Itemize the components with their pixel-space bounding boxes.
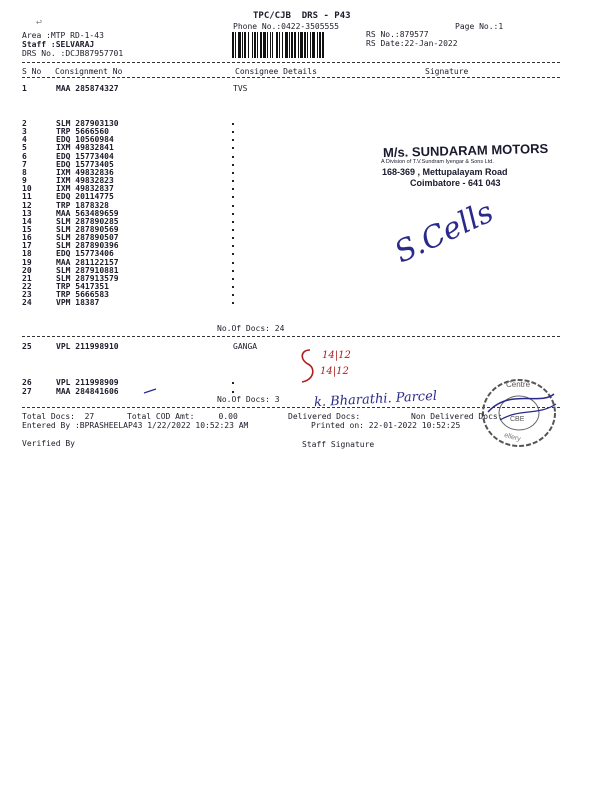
- row-consignment: SLM 287903130: [56, 119, 119, 128]
- phone-number: Phone No.:0422-3505555: [233, 22, 339, 31]
- delivered-docs: Delivered Docs:: [288, 412, 361, 421]
- entered-by: Entered By :BPRASHEELAP43 1/22/2022 10:52:23 AM: [22, 421, 249, 430]
- row-consignment: EDQ 15773406: [56, 249, 114, 259]
- consignee-dot: [232, 147, 234, 149]
- consignee-dot: [232, 139, 234, 141]
- col-consignment: Consignment No: [55, 67, 123, 76]
- row-sno: 2: [22, 119, 27, 128]
- row-sno: 13: [22, 208, 32, 218]
- handwritten-date-top: 14|12: [322, 350, 351, 361]
- row-sno: 26: [22, 378, 32, 387]
- row-sno: 17: [22, 241, 32, 251]
- row-sno: 16: [22, 233, 32, 243]
- table-row: [22, 342, 422, 351]
- consignee-dot: [232, 180, 234, 182]
- consignee-dot: [232, 294, 234, 296]
- row-consignment: SLM 287890285: [56, 216, 119, 226]
- consignee-dot: [232, 237, 234, 239]
- row-sno: 24: [22, 298, 32, 308]
- consignee-dot: [232, 164, 234, 166]
- row-sno: 1: [22, 84, 27, 93]
- printed-on: Printed on: 22-01-2022 10:52:25: [311, 421, 461, 430]
- row-sno: 22: [22, 282, 32, 291]
- row-sno: 9: [22, 176, 27, 186]
- consignee-dot: [232, 391, 234, 393]
- row-consignment: IXM 49832836: [56, 167, 114, 177]
- total-cod-amount: Total COD Amt: 0.00: [127, 412, 238, 421]
- row-sno: 27: [22, 386, 32, 396]
- header-rule-top: [22, 62, 560, 63]
- row-consignment: SLM 287913579: [56, 273, 119, 283]
- consignee-dot: [232, 229, 234, 231]
- row-consignment: TRP 1878328: [56, 200, 109, 210]
- rs-date: RS Date:22-Jan-2022: [366, 39, 458, 48]
- consignee-dot: [232, 156, 234, 158]
- row-consignment: VPL 211998909: [56, 378, 119, 387]
- row-consignment: VPL 211998910: [56, 342, 119, 351]
- table-row: [22, 387, 242, 396]
- row-consignee: TVS: [233, 84, 248, 93]
- row-consignment: MAA 281122157: [56, 257, 119, 267]
- row-consignment: TRP 5417351: [56, 282, 109, 291]
- row-consignment: MAA 284841606: [56, 386, 119, 396]
- row-consignment: MAA 285874327: [56, 84, 119, 93]
- non-delivered-docs: Non Delivered Docs:: [411, 412, 503, 421]
- barcode: [232, 32, 360, 58]
- consignee-dot: [232, 172, 234, 174]
- row-sno: 23: [22, 290, 32, 300]
- consignee-dot: [232, 205, 234, 207]
- row-consignment: IXM 49832837: [56, 184, 114, 194]
- row-consignment: SLM 287890569: [56, 224, 119, 234]
- table-row: [22, 298, 242, 307]
- verified-by: Verified By: [22, 439, 75, 448]
- consignee-dot: [232, 286, 234, 288]
- row-consignment: SLM 287890507: [56, 233, 119, 243]
- consignee-dot: [232, 188, 234, 190]
- area-field: Area :MTP RD-1-43: [22, 31, 104, 40]
- row-sno: 10: [22, 184, 32, 194]
- row-sno: 12: [22, 200, 32, 210]
- round-stamp-middle: CBE: [510, 416, 525, 423]
- consignee-dot: [232, 131, 234, 133]
- row-sno: 20: [22, 265, 32, 275]
- consignee-dot: [232, 270, 234, 272]
- row-consignment: SLM 287890396: [56, 241, 119, 251]
- col-sno: S No: [22, 67, 42, 76]
- page-number: Page No.:1: [455, 22, 504, 31]
- row-consignment: EDQ 15773405: [56, 159, 114, 169]
- row-sno: 8: [22, 167, 27, 177]
- drs-number: DRS No. :DCJB87957701: [22, 49, 124, 58]
- group1-rule: [22, 336, 560, 337]
- row-sno: 15: [22, 224, 32, 234]
- row-consignment: EDQ 20114775: [56, 192, 114, 202]
- row-consignment: IXM 49832841: [56, 143, 114, 153]
- stamp-address: 168-369 , Mettupalayam Road: [382, 167, 508, 177]
- consignee-dot: [232, 245, 234, 247]
- group2-doc-count: No.Of Docs: 3: [217, 395, 280, 404]
- staff-signature: Staff Signature: [302, 440, 375, 449]
- staff-field: Staff :SELVARAJ: [22, 40, 95, 49]
- row-sno: 3: [22, 127, 27, 137]
- row-sno: 4: [22, 135, 27, 145]
- col-consignee: Consignee Details: [235, 67, 317, 76]
- row-consignment: MAA 563489659: [56, 208, 119, 218]
- row-sno: 18: [22, 249, 32, 259]
- row-sno: 14: [22, 216, 32, 226]
- header-rule-bottom: [22, 77, 560, 78]
- consignee-dot: [232, 253, 234, 255]
- row-sno: 25: [22, 342, 32, 351]
- consignee-dot: [232, 123, 234, 125]
- row-consignment: SLM 287910881: [56, 265, 119, 275]
- consignee-dot: [232, 221, 234, 223]
- row-consignment: IXM 49832823: [56, 176, 114, 186]
- consignee-dot: [232, 262, 234, 264]
- stamp-name: M/s. SUNDARAM MOTORS: [382, 140, 549, 161]
- consignee-dot: [232, 302, 234, 304]
- red-pen-mark: [296, 346, 320, 388]
- consignee-dot: [232, 382, 234, 384]
- row-consignment: EDQ 10560984: [56, 135, 114, 145]
- row-sno: 21: [22, 273, 32, 283]
- row-sno: 19: [22, 257, 32, 267]
- company-stamp: [378, 140, 549, 193]
- report-title: TPC/CJB DRS - P43: [253, 11, 351, 21]
- row-consignment: TRP 5666583: [56, 290, 109, 300]
- col-signature: Signature: [425, 67, 469, 76]
- row-sno: 11: [22, 192, 32, 202]
- row-sno: 5: [22, 143, 27, 153]
- rs-number: RS No.:879577: [366, 30, 429, 39]
- round-stamp-bottom: ellery: [503, 431, 522, 444]
- consignee-dot: [232, 196, 234, 198]
- table-row: [22, 84, 422, 93]
- receiver-signature: k. Bharathi. Parcel: [313, 388, 438, 411]
- row-sno: 7: [22, 159, 27, 169]
- round-stamp-top: Centre: [506, 380, 531, 389]
- corner-mark: ↩: [36, 17, 43, 28]
- group1-doc-count: No.Of Docs: 24: [217, 324, 285, 333]
- row-consignment: VPM 18387: [56, 298, 100, 308]
- consignee-dot: [232, 213, 234, 215]
- stamp-division: A Division of T.V.Sundram Iyengar & Sons Ltd.: [381, 159, 494, 165]
- row-sno: 6: [22, 151, 27, 161]
- total-docs: Total Docs: 27: [22, 412, 95, 421]
- row-consignment: EDQ 15773404: [56, 151, 114, 161]
- stamp-city: Coimbatore - 641 043: [410, 178, 501, 188]
- tick-mark: [143, 386, 157, 396]
- row-consignee: GANGA: [233, 342, 258, 351]
- row-consignment: TRP 5666560: [56, 127, 109, 137]
- consignee-dot: [232, 278, 234, 280]
- handwritten-date-bottom: 14|12: [320, 366, 349, 377]
- handwritten-scribble: S.Cells: [389, 194, 499, 271]
